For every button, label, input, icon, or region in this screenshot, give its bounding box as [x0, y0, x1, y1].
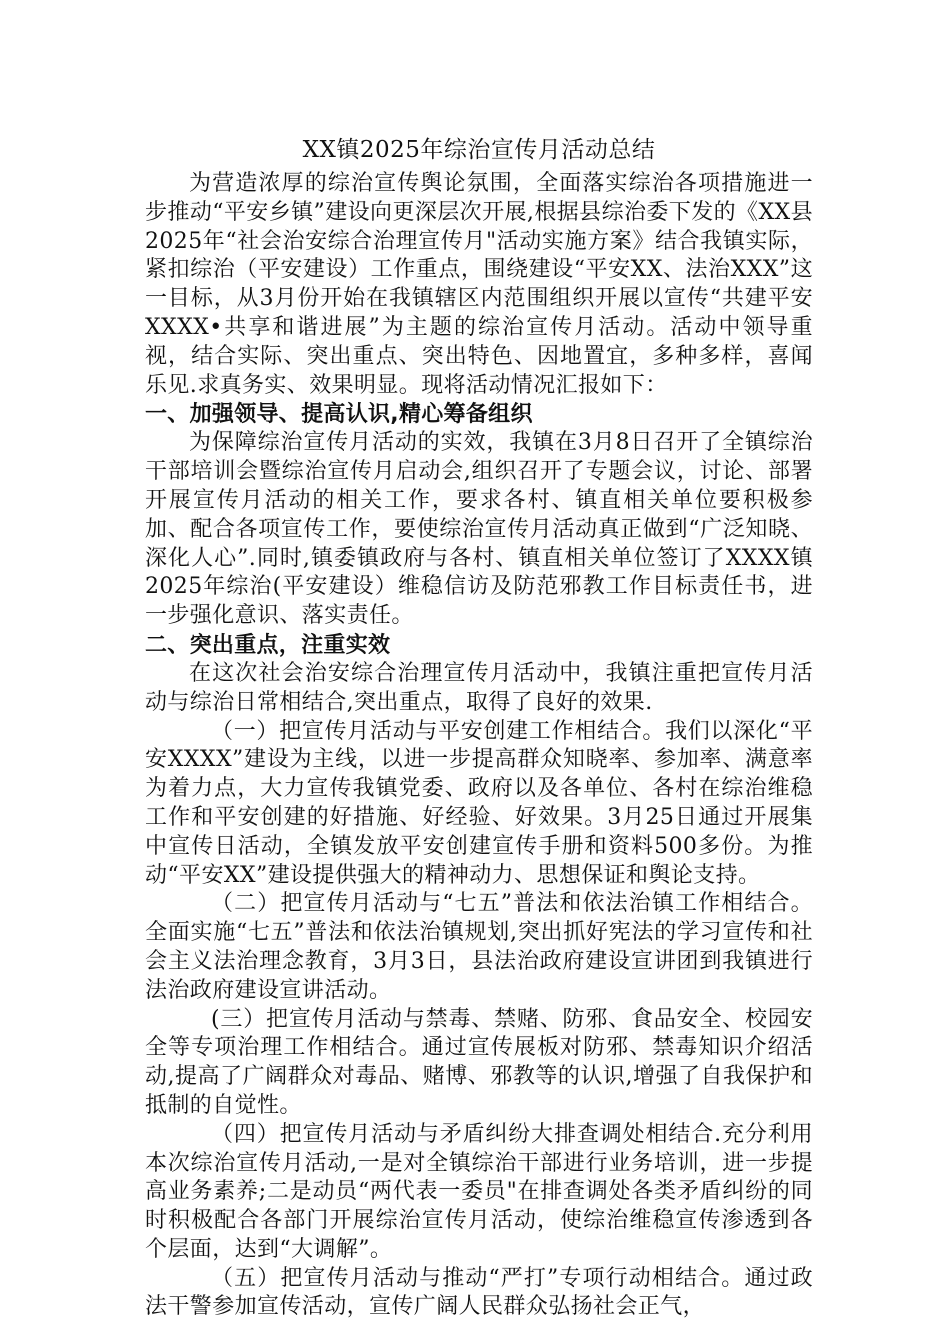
intro-paragraph: 为营造浓厚的综治宣传舆论氛围，全面落实综治各项措施进一步推动“平安乡镇”建设向更深层次开展,根据县综治委下发的《XX县2025年“社会治安综合治理宣传月"活动实施方案》结合我镇实际，紧扣综治（平安建设）工作重点，围绕建设“平安XX、法治XXX”这一目标，从3月份开始在我镇辖区内范围组织开展以宣传“共建平安XXXX•共享和谐进展”为主题的综治宣传月活动。活动中领导重视，结合实际、突出重点、突出特色、因地置宜，多种多样，喜闻乐见.求真务实、效果明显。现将活动情况汇报如下： [145, 171, 813, 398]
document-title: XX镇2025年综治宣传月活动总结 [302, 137, 656, 163]
section-1-paragraph: 为保障综治宣传月活动的实效，我镇在3月8日召开了全镇综治干部培训会暨综治宣传月启动会,组织召开了专题会议，讨论、部署开展宣传月活动的相关工作，要求各村、镇直相关单位要积极参加、配合各项宣传工作，要使综治宣传月活动真正做到“广泛知晓、深化人心”.同时,镇委镇政府与各村、镇直相关单位签订了XXXX镇2025年综治(平安建设）维稳信访及防范邪教工作目标责任书，进一步强化意识、落实责任。 [145, 430, 813, 629]
section-2-item-3: (三）把宣传月活动与禁毒、禁赌、防邪、食品安全、校园安全等专项治理工作相结合。通过宣传展板对防邪、禁毒知识介绍活动,提高了广阔群众对毒品、赌博、邪教等的认识,增强了自我保护和抵制的自觉性。 [145, 1006, 813, 1118]
section-2-heading: 二、突出重点，注重实效 [145, 632, 391, 658]
document-page [145, 134, 813, 1322]
section-1-heading: 一、加强领导、提高认识,精心筹备组织 [145, 402, 533, 428]
section-2-item-1: （一）把宣传月活动与平安创建工作相结合。我们以深化“平安XXXX”建设为主线，以进一步提高群众知晓率、参加率、满意率为着力点，大力宣传我镇党委、政府以及各单位、各村在综治维稳工作和平安创建的好措施、好经验、好效果。3月25日通过开展集中宣传日活动，全镇发放平安创建宣传手册和资料500多份。为推动“平安XX”建设提供强大的精神动力、思想保证和舆论支持。 [145, 718, 813, 888]
section-2-item-2: （二）把宣传月活动与“七五”普法和依法治镇工作相结合。全面实施“七五”普法和依法治镇规划,突出抓好宪法的学习宣传和社会主义法治理念教育，3月3日，县法治政府建设宣讲团到我镇进行法治政府建设宣讲活动。 [145, 891, 813, 1003]
section-2-item-5: （五）把宣传月活动与推动“严打”专项行动相结合。通过政法干警参加宣传活动，宣传广阔人民群众弘扬社会正气， [145, 1265, 813, 1320]
section-2-item-4: （四）把宣传月活动与矛盾纠纷大排查调处相结合.充分利用本次综治宣传月活动,一是对全镇综治干部进行业务培训，进一步提高业务素养;二是动员“两代表一委员"在排查调处各类矛盾纠纷的同时积极配合各部门开展综治宣传月活动，使综治维稳宣传渗透到各个层面，达到“大调解”。 [145, 1121, 813, 1262]
section-2-paragraph-intro: 在这次社会治安综合治理宣传月活动中，我镇注重把宣传月活动与综治日常相结合,突出重点，取得了良好的效果. [145, 660, 813, 715]
